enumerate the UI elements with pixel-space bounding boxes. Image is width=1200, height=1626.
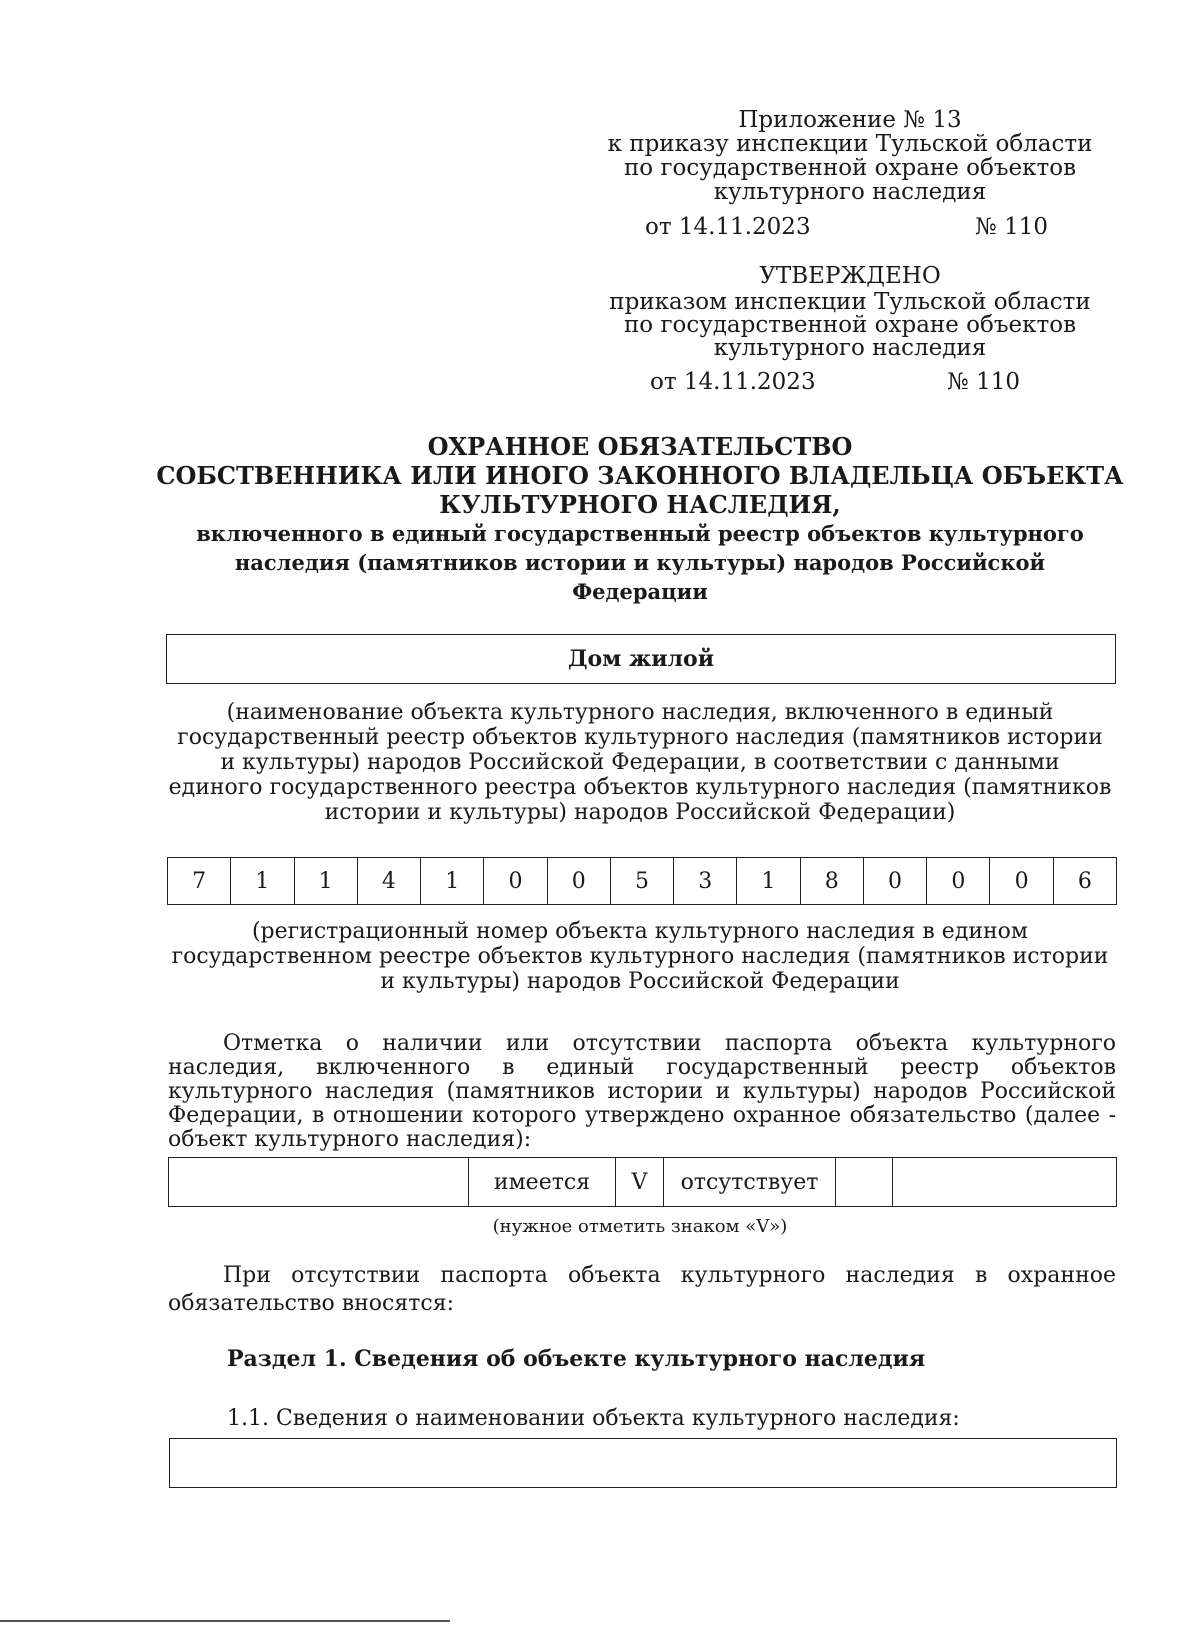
appendix-number: № 110	[975, 214, 1048, 240]
reg-digit-cell: 0	[484, 858, 547, 905]
reg-digit-cell: 8	[800, 858, 863, 905]
appendix-line: Приложение № 13	[738, 107, 962, 133]
reg-digit-cell: 1	[421, 858, 484, 905]
reg-digit-cell: 4	[357, 858, 420, 905]
approved-date: от 14.11.2023	[650, 369, 816, 395]
title-line: СОБСТВЕННИКА ИЛИ ИНОГО ЗАКОННОГО ВЛАДЕЛЬЦА ОБЪЕКТА	[156, 461, 1124, 490]
appendix-date: от 14.11.2023	[645, 214, 811, 240]
approved-heading: УТВЕРЖДЕНО	[759, 263, 941, 289]
subsection-1-1-title: 1.1. Сведения о наименовании объекта культурного наследия:	[227, 1406, 960, 1431]
document-title	[120, 432, 1160, 606]
page-bottom-rule	[0, 1620, 450, 1622]
reg-digit-cell: 1	[294, 858, 357, 905]
reg-digit-cell: 1	[231, 858, 294, 905]
approved-line: культурного наследия	[713, 335, 987, 361]
passport-has-checkbox[interactable]: V	[616, 1158, 664, 1207]
approved-line: приказом инспекции Тульской области	[609, 289, 1091, 315]
subtitle-line: наследия (памятников истории и культуры) народов Российской	[234, 550, 1046, 575]
approved-number: № 110	[947, 369, 1020, 395]
caption-line: государственный реестр объектов культурного наследия (памятников истории	[177, 725, 1103, 750]
subtitle-line: включенного в единый государственный реестр объектов культурного	[196, 521, 1084, 546]
passport-table	[168, 1157, 1117, 1207]
appendix-line: по государственной охране объектов	[623, 155, 1077, 181]
registration-caption	[150, 919, 1130, 994]
reg-digit-cell: 5	[610, 858, 673, 905]
reg-digit-cell: 7	[168, 858, 231, 905]
reg-digit-cell: 1	[737, 858, 800, 905]
passport-has-label: имеется	[469, 1158, 616, 1207]
caption-line: истории и культуры) народов Российской Федерации)	[324, 800, 956, 825]
passport-absent-checkbox[interactable]	[836, 1158, 893, 1207]
passport-empty-cell	[169, 1158, 469, 1207]
title-line: КУЛЬТУРНОГО НАСЛЕДИЯ,	[439, 490, 841, 519]
approved-block	[600, 265, 1100, 360]
caption-line: государственном реестре объектов культурного наследия (памятников истории	[171, 944, 1109, 969]
appendix-line: культурного наследия	[713, 179, 987, 205]
subtitle-line: Федерации	[572, 579, 708, 604]
caption-line: единого государственного реестра объектов культурного наследия (памятников	[168, 775, 1112, 800]
passport-empty-cell	[893, 1158, 1117, 1207]
reg-digit-cell: 3	[674, 858, 737, 905]
section-1-title: Раздел 1. Сведения об объекте культурного наследия	[227, 1346, 926, 1372]
passport-absent-label: отсутствует	[664, 1158, 836, 1207]
reg-digit-cell: 0	[990, 858, 1053, 905]
reg-digit-cell: 6	[1053, 858, 1116, 905]
absence-paragraph: При отсутствии паспорта объекта культурного наследия в охранное обязательство вносятся:	[168, 1263, 1116, 1316]
reg-digit-cell: 0	[863, 858, 926, 905]
appendix-block	[600, 108, 1100, 204]
object-name-caption	[150, 700, 1130, 825]
registration-number-table	[167, 857, 1117, 905]
appendix-line: к приказу инспекции Тульской области	[607, 131, 1093, 157]
object-name-info-box[interactable]	[169, 1438, 1117, 1488]
caption-line: (регистрационный номер объекта культурного наследия в едином	[251, 919, 1029, 944]
object-name-box	[166, 634, 1116, 684]
passport-paragraph: Отметка о наличии или отсутствии паспорта объекта культурного наследия, включенного в единый государственный реестр объектов культурного наследия (памятников истории и культуры) народов Российской Федерации, в отношении которого утверждено охранное обязательство (далее - объект культурного наследия):	[168, 1031, 1116, 1152]
reg-digit-cell: 0	[927, 858, 990, 905]
caption-line: и культуры) народов Российской Федерации	[380, 969, 900, 994]
object-name: Дом жилой	[567, 646, 715, 672]
reg-digit-cell: 0	[547, 858, 610, 905]
title-line: ОХРАННОЕ ОБЯЗАТЕЛЬСТВО	[427, 432, 853, 461]
caption-line: (наименование объекта культурного наследия, включенного в единый	[226, 700, 1054, 725]
approved-line: по государственной охране объектов	[623, 312, 1077, 338]
passport-note: (нужное отметить знаком «V»)	[492, 1216, 788, 1237]
caption-line: и культуры) народов Российской Федерации, в соответствии с данными	[220, 750, 1060, 775]
